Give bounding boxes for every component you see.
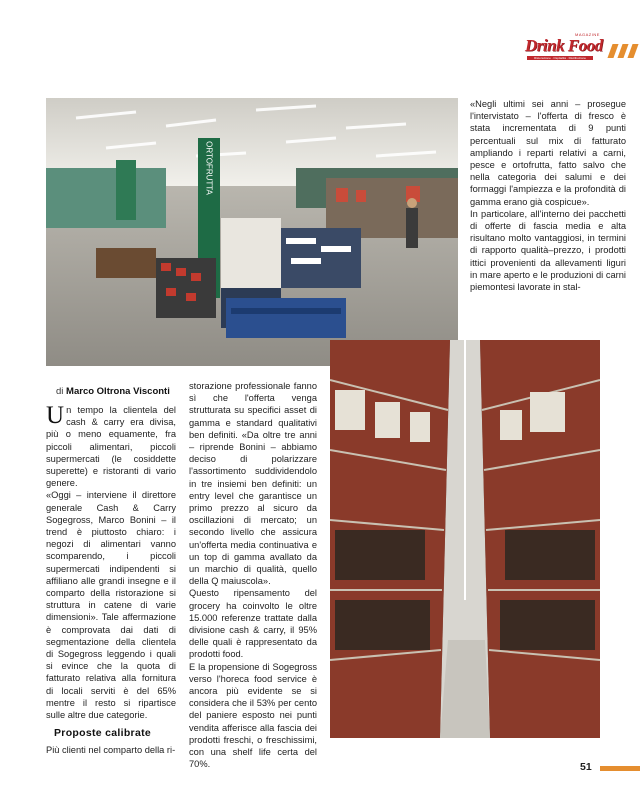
warehouse-aisle-photo [330, 340, 600, 738]
paragraph: E la propensione di Sogegross verso l'horeca food service è ancora più evidente se si considera che il 53% per cento del paniere esposto nei punti vendita afferisce alla fascia dei prodotti freschi, o freschissimi, con una shelf life certa del 70%. [189, 661, 317, 770]
paragraph [46, 404, 176, 489]
ortofrutta-sign: ORTOFRUTTA [204, 141, 214, 195]
paragraph-text: n tempo la clientela del cash & carry era divisa, più o meno equamente, fra piccoli alimentari, piccoli supermercati (le cosiddette superette) e ristoranti di vario genere. [46, 405, 176, 489]
header-stripes [604, 44, 640, 58]
paragraph: storazione professionale fanno sì che l'offerta venga strutturata su specifici asset di gamma e standard qualitativi ben definiti. «Da oltre tre anni – riprende Bonini – abbiamo deciso di polarizzare l'assortimento suddividendolo in tre insiemi ben definiti: un entry level che garantisce un primo prezzo al sicuro da oscillazioni di mercato; un secondo livello che assicura un'offerta media continuativa e un top di gamma avallato da un marchio di qualità, quello della Q maiuscola». [189, 381, 317, 587]
paragraph: Più clienti nel comparto della ri- [46, 745, 176, 756]
paragraph: «Negli ultimi sei anni – prosegue l'intervistato – l'offerta di fresco è stata incrementata di 9 punti percentuali sul mix di fatturato ampliando i reparti relativi a carni, pesce e ortofrutta, fatto salvo che nella categoria dei salumi e dei formaggi l'ampiezza e la profondità di gamma erano già cospicue». [470, 99, 626, 207]
logo-text: Drink Food [525, 36, 603, 55]
paragraph: Questo ripensamento del grocery ha coinvolto le oltre 15.000 referenze trattate dalla divisione cash & carry, il 95% delle quali è rappresentato da prodotti food. [189, 588, 317, 660]
article-column-left [46, 404, 176, 757]
author-name: Marco Oltrona Visconti [66, 386, 170, 397]
page-number: 51 [580, 761, 592, 773]
store-interior-photo [46, 98, 458, 366]
paragraph: In particolare, all'interno dei pacchetti di offerte di fascia media e alta risultano molto vantaggiosi, in termini di rapporto qualità–prezzo, i prodotti ittici provenienti da allevamenti liguri in mare aperto e le produzioni di carni piemontesi lavorate in stal- [470, 208, 626, 293]
byline [56, 386, 170, 397]
logo-tagline: Ristorazione · Ospitalità · Distribuzione [527, 56, 593, 60]
logo-superscript: MAGAZINE [575, 32, 600, 37]
footer-accent-bar [600, 766, 640, 771]
drop-cap: U [46, 402, 65, 429]
paragraph: «Oggi – interviene il direttore generale Cash & Carry Sogegross, Marco Bonini – il trend è piuttosto chiaro: i negozi di alimentari vanno scomparendo, i piccoli supermercati indipendenti si affiliano alle grandi insegne e il comparto della ristorazione si struttura in catene di varie dimensioni». Tale affermazione è comprovata dai dati di segmentazione della clientela di Sogegross leggendo i quali si evince che la quota di fatturato relativa alla fornitura di locali serviti è del 65% mentre il resto si ripartisce sulle altre due categorie. [46, 490, 176, 721]
section-subhead: Proposte calibrate [54, 727, 152, 740]
article-column-middle [189, 380, 317, 771]
article-column-right [470, 98, 626, 293]
byline-prefix: di [56, 386, 64, 397]
